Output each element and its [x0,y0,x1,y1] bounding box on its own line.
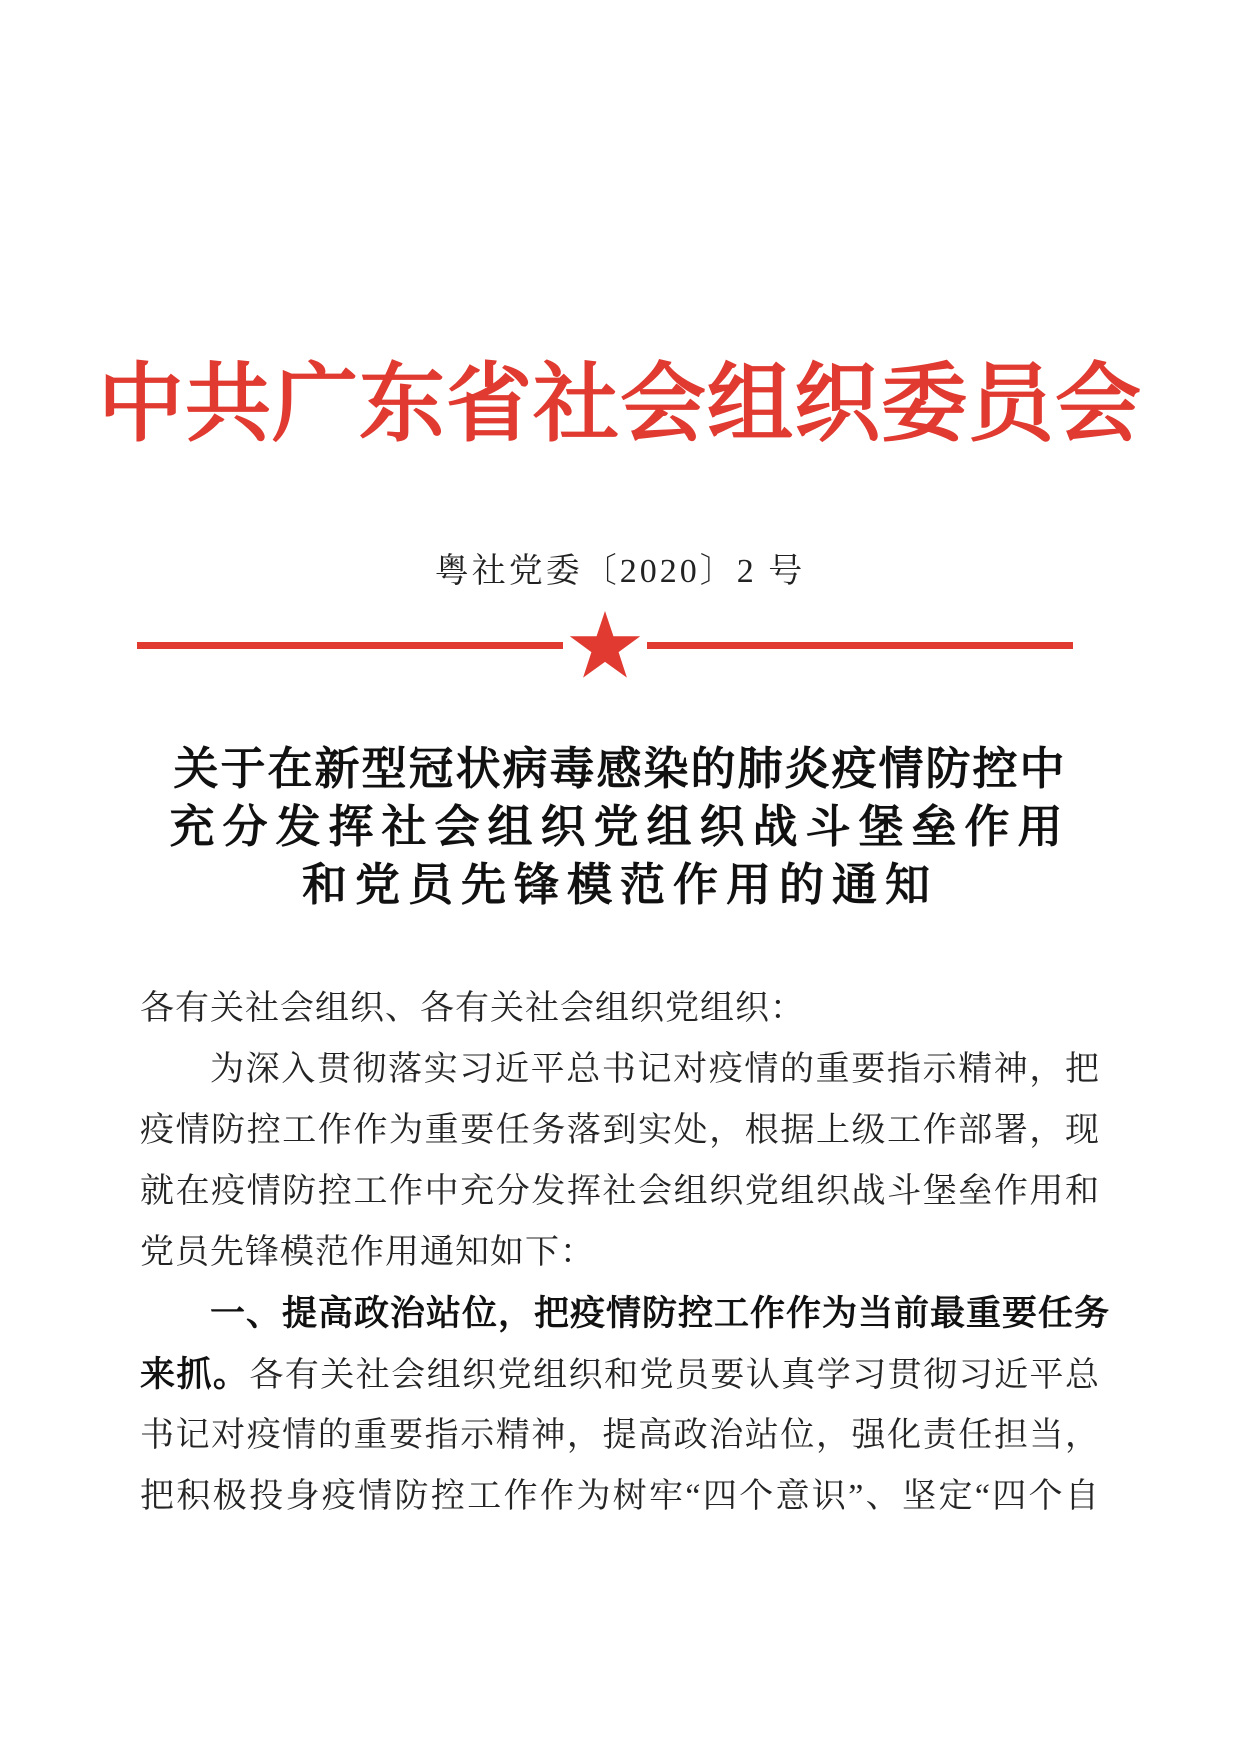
document-body [140,978,1111,1527]
section-heading-text: 一、提高政治站位，把疫情防控工作作为当前最重要任务 [210,1294,1111,1333]
document-title-line-1: 关于在新型冠状病毒感染的肺炎疫情防控中 [173,744,1067,794]
document-title-line-3: 和党员先锋模范作用的通知 [301,860,938,910]
body-line [140,1344,1100,1405]
body-line: 为深入贯彻落实习近平总书记对疫情的重要指示精神，把 [210,1051,1100,1088]
body-line: 把积极投身疫情防控工作作为树牢“四个意识”、坚定“四个自 [140,1478,1100,1515]
section-heading-line [140,1283,1111,1344]
document-title-line-2: 充分发挥社会组织党组织战斗堡垒作用 [169,802,1071,852]
letterhead-org-name: 中共广东省社会组织委员会 [98,356,1142,452]
doc-number: 粤社党委〔2020〕2 号 [434,553,806,590]
body-line: 就在疫情防控工作中充分发挥社会组织党组织战斗堡垒作用和 [140,1173,1100,1210]
star-icon [569,611,641,679]
letterhead-divider [137,610,1073,680]
section-heading-tail: 来抓。 [140,1355,250,1394]
document-title [0,740,1240,914]
divider-line-left [137,642,563,649]
salutation: 各有关社会组织、各有关社会组织党组织： [140,990,805,1027]
body-line: 党员先锋模范作用通知如下： [140,1234,595,1271]
body-line: 疫情防控工作作为重要任务落到实处，根据上级工作部署，现 [140,1112,1100,1149]
divider-line-right [647,642,1073,649]
body-line-text: 各有关社会组织党组织和党员要认真学习贯彻习近平总 [249,1357,1100,1394]
body-line: 书记对疫情的重要指示精神，提高政治站位，强化责任担当， [140,1417,1100,1454]
